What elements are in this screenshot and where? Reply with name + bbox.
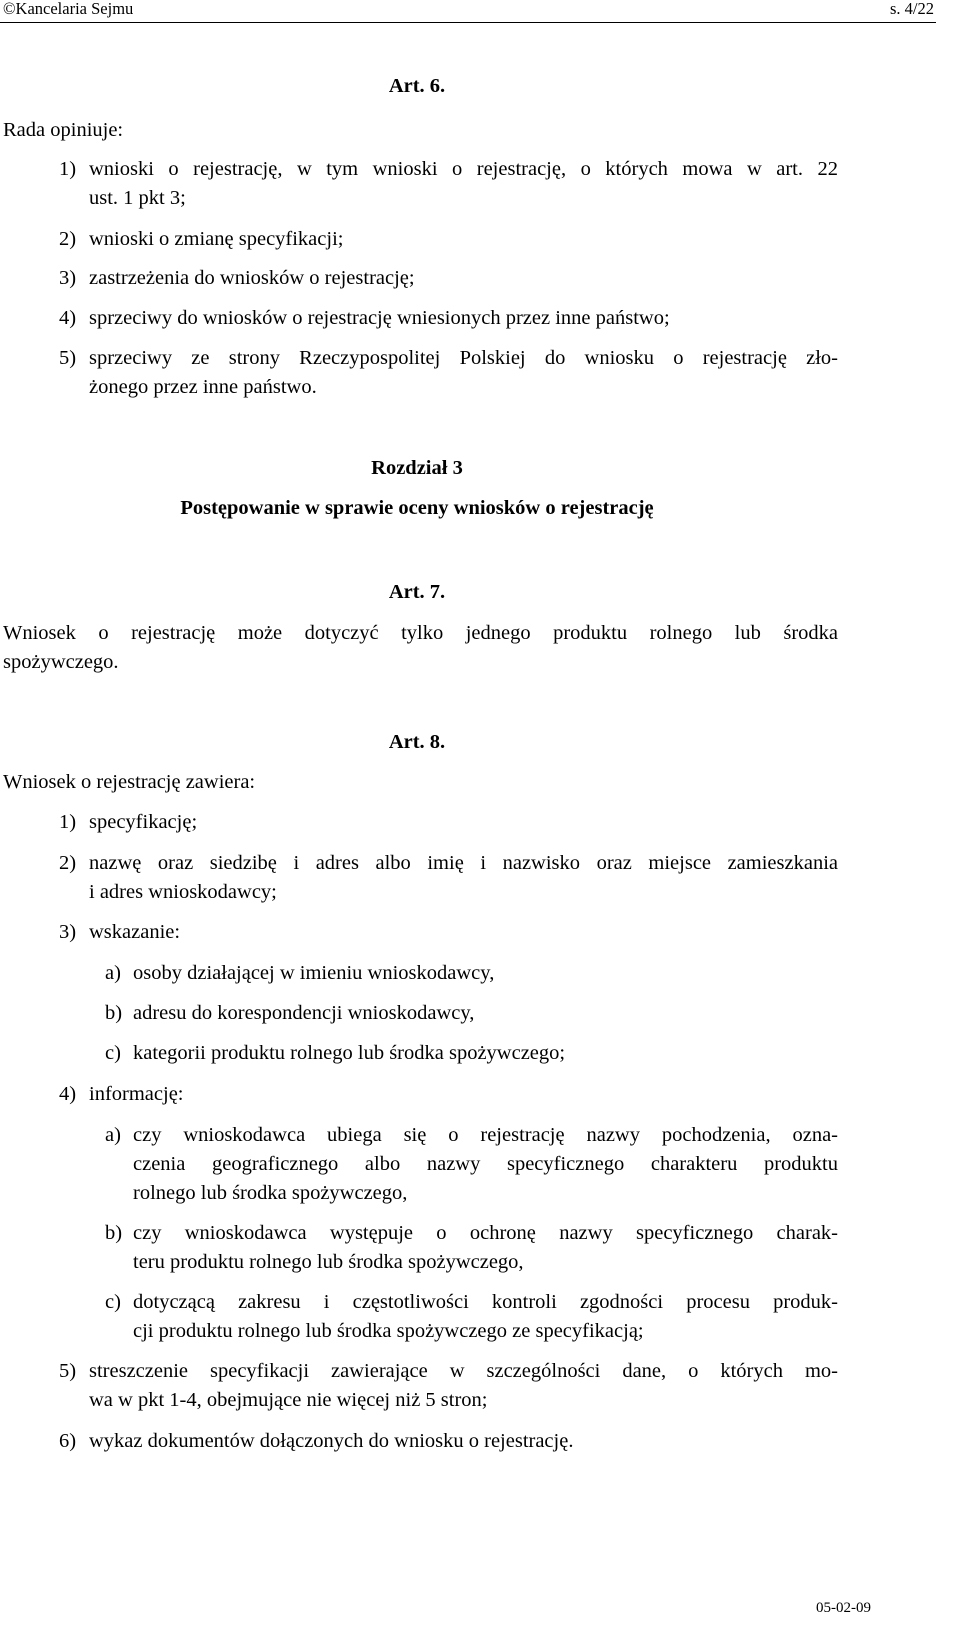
art8-intro: Wniosek o rejestrację zawiera: xyxy=(3,771,256,793)
art8-item2-num: 2) xyxy=(59,852,77,874)
art8-item6-num: 6) xyxy=(59,1430,77,1452)
art7-line1: Wniosek o rejestrację może dotyczyć tylko jednego produktu rolnego lub środka xyxy=(3,622,838,644)
art8-item5-num: 5) xyxy=(59,1360,77,1382)
art7-line2: spożywczego. xyxy=(3,651,119,673)
art8-item4-sub-b-num: b) xyxy=(105,1222,123,1244)
art6-item4-text: sprzeciwy do wniosków o rejestrację wniesionych przez inne państwo; xyxy=(89,307,670,329)
art8-item2-line2: i adres wnioskodawcy; xyxy=(89,881,277,903)
art8-item3-sub-c-num: c) xyxy=(105,1042,121,1064)
art8-item5-line2: wa w pkt 1-4, obejmujące nie więcej niż 5 stron; xyxy=(89,1389,488,1411)
art8-item4-num: 4) xyxy=(59,1083,77,1105)
art6-item1-line2: ust. 1 pkt 3; xyxy=(89,187,186,209)
art8-item3-sub-a-num: a) xyxy=(105,962,121,984)
art8-item1-num: 1) xyxy=(59,811,77,833)
art6-item5-num: 5) xyxy=(59,347,77,369)
art6-item3-text: zastrzeżenia do wniosków o rejestrację; xyxy=(89,267,415,289)
art6-intro: Rada opiniuje: xyxy=(3,119,124,141)
art8-item4-text: informację: xyxy=(89,1083,184,1105)
art6-item1-line1: wnioski o rejestrację, w tym wnioski o rejestrację, o których mowa w art. 22 xyxy=(89,158,838,180)
art8-item4-sub-a-line1: czy wnioskodawca ubiega się o rejestrację nazwy pochodzenia, ozna- xyxy=(133,1124,838,1146)
art6-item2-text: wnioski o zmianę specyfikacji; xyxy=(89,228,344,250)
art6-item3-num: 3) xyxy=(59,267,77,289)
art8-item3-sub-a-text: osoby działającej w imieniu wnioskodawcy, xyxy=(133,962,495,984)
art8-item3-sub-b-text: adresu do korespondencji wnioskodawcy, xyxy=(133,1002,475,1024)
art8-item4-sub-a-line2: czenia geograficznego albo nazwy specyficznego charakteru produktu xyxy=(133,1153,838,1175)
art8-item4-sub-c-line2: cji produktu rolnego lub środka spożywczego ze specyfikacją; xyxy=(133,1320,644,1342)
art7-title: Art. 7. xyxy=(388,581,446,603)
art8-item4-sub-b-line1: czy wnioskodawca występuje o ochronę nazwy specyficznego charak- xyxy=(133,1222,838,1244)
art6-item5-line1: sprzeciwy ze strony Rzeczypospolitej Polskiej do wniosku o rejestrację zło- xyxy=(89,347,838,369)
art8-item4-sub-b-line2: teru produktu rolnego lub środka spożywczego, xyxy=(133,1251,524,1273)
header-divider xyxy=(0,22,936,23)
art8-item4-sub-a-num: a) xyxy=(105,1124,121,1146)
art6-title: Art. 6. xyxy=(388,75,446,97)
art8-item3-text: wskazanie: xyxy=(89,921,181,943)
art6-item4-num: 4) xyxy=(59,307,77,329)
art8-item4-sub-c-num: c) xyxy=(105,1291,121,1313)
chapter-subtitle: Postępowanie w sprawie oceny wniosków o rejestrację xyxy=(180,497,654,519)
page-header xyxy=(0,0,960,22)
art8-item4-sub-c-line1: dotyczącą zakresu i częstotliwości kontroli zgodności procesu produk- xyxy=(133,1291,838,1313)
art6-item1-num: 1) xyxy=(59,158,77,180)
art6-item5-line2: żonego przez inne państwo. xyxy=(89,376,317,398)
art8-item2-line1: nazwę oraz siedzibę i adres albo imię i nazwisko oraz miejsce zamieszkania xyxy=(89,852,838,874)
art8-item3-sub-c-text: kategorii produktu rolnego lub środka spożywczego; xyxy=(133,1042,566,1064)
art8-item6-text: wykaz dokumentów dołączonych do wniosku o rejestrację. xyxy=(89,1430,574,1452)
art8-item1-text: specyfikację; xyxy=(89,811,198,833)
footer-code: 05-02-09 xyxy=(816,1600,871,1616)
art8-item3-num: 3) xyxy=(59,921,77,943)
art8-item3-sub-b-num: b) xyxy=(105,1002,123,1024)
art8-item5-line1: streszczenie specyfikacji zawierające w szczególności dane, o których mo- xyxy=(89,1360,838,1382)
art8-title: Art. 8. xyxy=(388,731,446,753)
art8-item4-sub-a-line3: rolnego lub środka spożywczego, xyxy=(133,1182,408,1204)
header-page-number: s. 4/22 xyxy=(889,0,934,18)
art6-item2-num: 2) xyxy=(59,228,77,250)
chapter-title: Rozdział 3 xyxy=(371,457,463,479)
header-source: ©Kancelaria Sejmu xyxy=(3,0,134,18)
